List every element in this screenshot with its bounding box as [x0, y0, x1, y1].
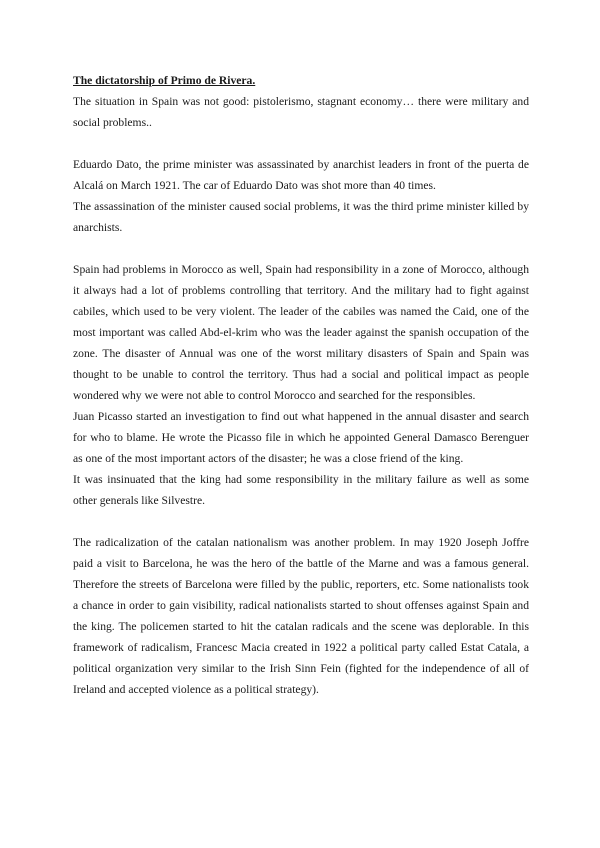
document-body: [73, 70, 529, 700]
paragraph-morocco: Spain had problems in Morocco as well, Spain had responsibility in a zone of Morocco, although it always had a lot of problems controlling that territory. And the military had to fight against cabiles, which used to be very violent. The leader of the cabiles was named the Caid, one of the most important was called Abd-el-krim who was the leader against the spanish occupation of the zone. The disaster of Annual was one of the worst military disasters of Spain and Spain was thought to be unable to control the territory. Thus had a social and political impact as people wondered why we were not able to control Morocco and searched for the responsibles.: [73, 263, 529, 402]
document-title: The dictatorship of Primo de Rivera.: [73, 74, 256, 87]
paragraph-gap: [73, 133, 529, 154]
paragraph-catalan: The radicalization of the catalan nationalism was another problem. In may 1920 Joseph Joffre paid a visit to Barcelona, he was the hero of the battle of the Marne and was a famous general. Therefore the streets of Barcelona were filled by the public, reporters, etc. Some nationalists took a chance in order to gain visibility, radical nationalists started to shout offenses against Spain and the king. The policemen started to hit the catalan radicals and the scene was deplorable. In this framework of radicalism, Francesc Macia created in 1922 a political party called Estat Catala, a political organization very similar to the Irish Sinn Fein (fighted for the independence of all of Ireland and accepted violence as a political strategy).: [73, 536, 529, 696]
paragraph-king: It was insinuated that the king had some responsibility in the military failure as well as some other generals like Silvestre.: [73, 473, 529, 507]
paragraph-assassination: The assassination of the minister caused social problems, it was the third prime minister killed by anarchists.: [73, 200, 529, 234]
paragraph-picasso: Juan Picasso started an investigation to find out what happened in the annual disaster and search for who to blame. He wrote the Picasso file in which he appointed General Damasco Berenguer as one of the most important actors of the disaster; he was a close friend of the king.: [73, 410, 529, 465]
paragraph-gap: [73, 511, 529, 532]
paragraph-situation: The situation in Spain was not good: pistolerismo, stagnant economy… there were military and social problems..: [73, 95, 529, 129]
paragraph-gap: [73, 238, 529, 259]
paragraph-dato: Eduardo Dato, the prime minister was assassinated by anarchist leaders in front of the puerta de Alcalá on March 1921. The car of Eduardo Dato was shot more than 40 times.: [73, 158, 529, 192]
